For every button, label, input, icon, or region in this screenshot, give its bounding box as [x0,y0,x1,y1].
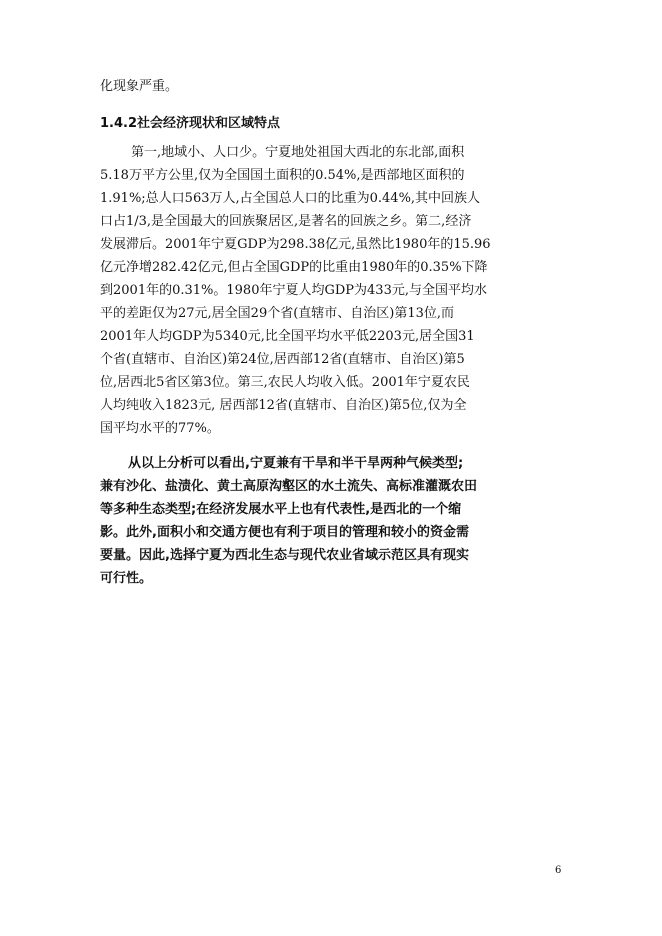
paragraph-line: 发展滞后。2001年宁夏GDP为298.38亿元,虽然比1980年的15.96 [100,237,491,252]
paragraph-line: 1.91%;总人口563万人,占全国总人口的比重为0.44%,其中回族人 [100,191,481,206]
paragraph-line: 人均纯收入1823元, 居西部12省(直辖市、自治区)第5位,仅为全 [100,398,467,413]
paragraph-line: 等多种生态类型;在经济发展水平上也有代表性,是西北的一个缩 [100,502,462,517]
continuation-line: 化现象严重。 [100,79,179,94]
paragraph-line: 亿元净增282.42亿元,但占全国GDP的比重由1980年的0.35%下降 [100,260,488,275]
paragraph-line: 5.18万平方公里,仅为全国国土面积的0.54%,是西部地区面积的 [100,168,465,183]
paragraph-line: 位,居西北5省区第3位。第三,农民人均收入低。2001年宁夏农民 [100,375,470,390]
paragraph-line: 口占1/3,是全国最大的回族聚居区,是著名的回族之乡。第二,经济 [100,214,472,229]
paragraph-line: 可行性。 [100,571,153,586]
paragraph-line: 从以上分析可以看出,宁夏兼有干旱和半干旱两种气候类型; [128,456,464,471]
paragraph-line: 2001年人均GDP为5340元,比全国平均水平低2203元,居全国31 [100,329,475,344]
page-number: 6 [555,865,562,876]
paragraph-line: 个省(直辖市、自治区)第24位,居西部12省(直辖市、自治区)第5 [100,352,465,367]
paragraph-line: 平的差距仅为27元,居全国29个省(直辖市、自治区)第13位,而 [100,306,455,321]
paragraph-line: 国平均水平的77%。 [100,421,220,436]
paragraph-line: 第一,地域小、人口少。宁夏地处祖国大西北的东北部,面积 [131,145,465,160]
paragraph-line: 影。此外,面积小和交通方便也有利于项目的管理和较小的资金需 [100,525,469,540]
paragraph-line: 兼有沙化、盐渍化、黄土高原沟壑区的水土流失、高标准灌溉农田 [100,479,478,494]
paragraph-line: 要量。因此,选择宁夏为西北生态与现代农业省域示范区具有现实 [100,548,469,563]
paragraph-line: 到2001年的0.31%。1980年宁夏人均GDP为433元,与全国平均水 [100,283,487,298]
section-heading: 1.4.2社会经济现状和区域特点 [100,116,281,131]
